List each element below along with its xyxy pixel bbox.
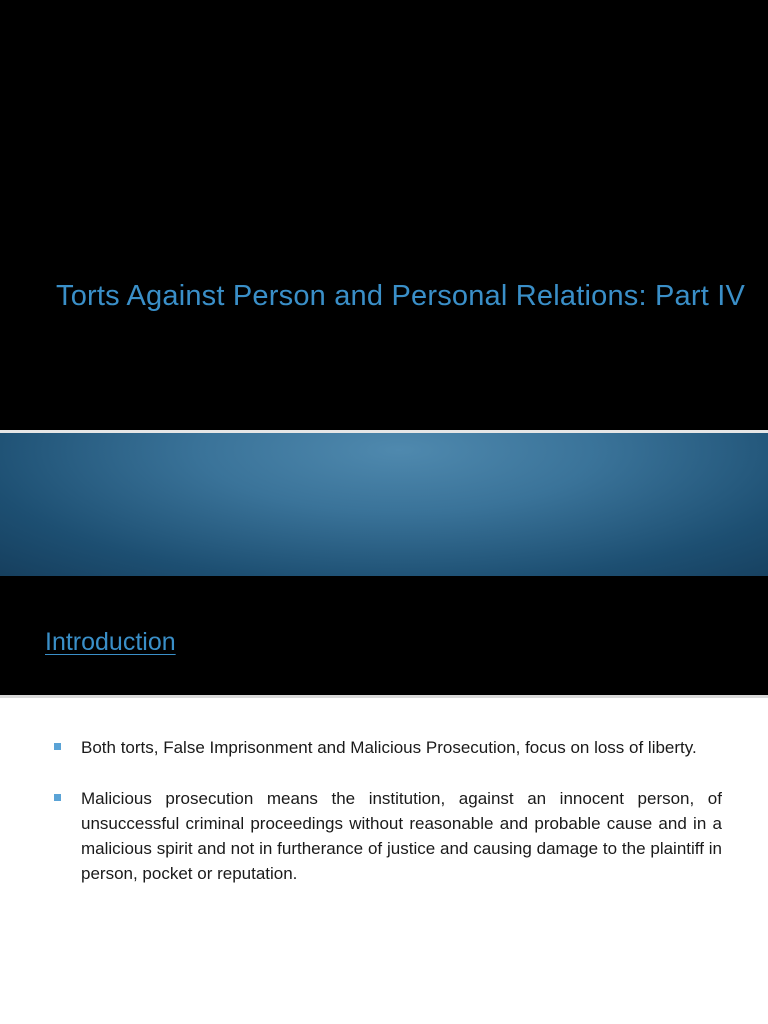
- list-item: [54, 735, 722, 760]
- square-bullet-icon: [54, 743, 61, 750]
- section-heading: Introduction: [45, 628, 176, 656]
- bullet-text: Malicious prosecution means the institution, against an innocent person, of unsuccessful criminal proceedings without reasonable and probable cause and in a malicious spirit and not in furtherance of justice and causing damage to the plaintiff in person, pocket or reputation.: [81, 789, 722, 883]
- bullet-list: [54, 735, 722, 912]
- square-bullet-icon: [54, 794, 61, 801]
- decorative-gradient-band: [0, 433, 768, 576]
- slide-title: Torts Against Person and Personal Relations: Part IV: [56, 280, 746, 312]
- bullet-text: Both torts, False Imprisonment and Malicious Prosecution, focus on loss of liberty.: [81, 738, 697, 757]
- list-item: [54, 786, 722, 886]
